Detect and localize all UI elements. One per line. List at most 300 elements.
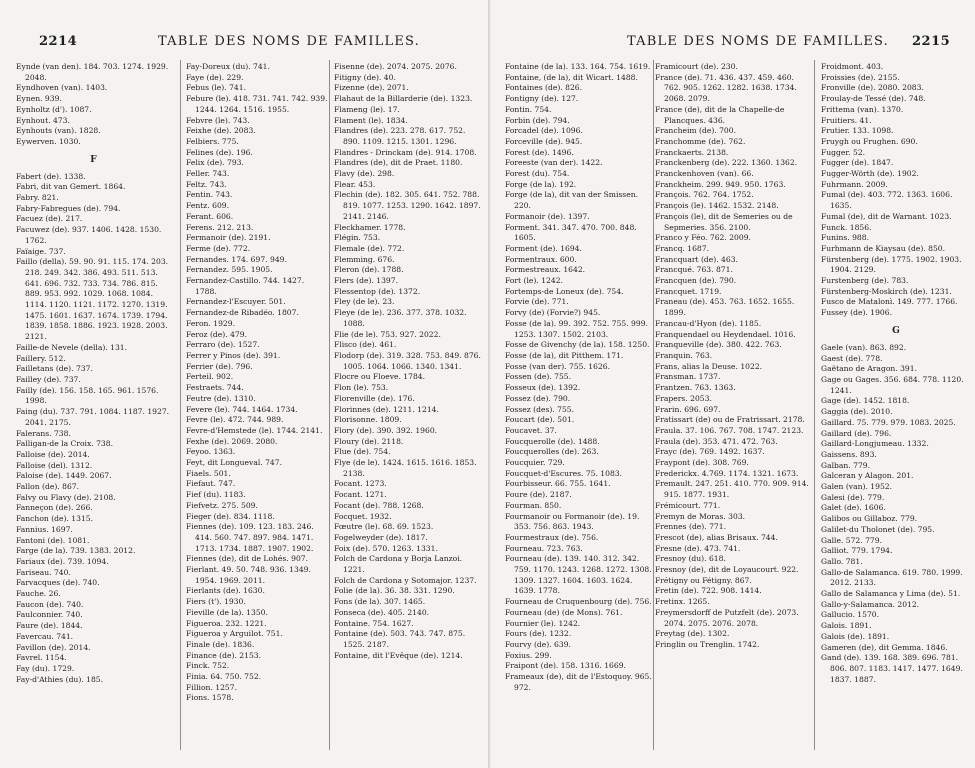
index-entry: Flégin. 753. — [334, 233, 381, 243]
index-entry: Fitigny (de). 40. — [334, 72, 396, 82]
index-entry: Forest (du). 754. — [505, 169, 570, 179]
index-entry: Ferens. 212. 213. — [186, 222, 254, 232]
index-entry: Forge (de la). 192. — [505, 179, 577, 189]
index-entry: Fremault. 247. 251. 410. 770. 909. 914. 915. 1877. 1931. — [655, 479, 809, 500]
index-entry: Froissies (de). 2155. — [821, 72, 900, 82]
index-entry: Focant. 1273. — [334, 479, 387, 489]
index-entry: Fosse (van der). 755. 1626. — [505, 361, 611, 371]
index-entry: Fanneçon (de). 266. — [16, 503, 93, 513]
index-entry: Flemale (de). 772. — [334, 243, 405, 253]
index-entry: Frans, alias la Deuse. 1022. — [655, 361, 763, 371]
index-entry: Frayc (de). 769. 1492. 1637. — [655, 447, 765, 457]
index-entry: François (le), dit de Semeries ou de Sepmeries. 356. 2100. — [655, 211, 793, 232]
index-entry: Frederickx. 4.769. 1174. 1321. 1673. — [655, 468, 799, 478]
index-entry: Fraipont (de). 158. 1316. 1669. — [505, 661, 626, 671]
index-entry: Frescot (de), alias Brisaux. 744. — [655, 532, 778, 542]
index-entry: Franqueville (de). 380. 422. 763. — [655, 340, 782, 350]
index-entry: Fermanoir (de). 2191. — [186, 233, 271, 243]
index-entry: Faulconnier. 740. — [16, 610, 83, 620]
index-entry: Flandres - Drinckam (de). 914. 1708. — [334, 147, 477, 157]
index-entry: Fiennes (de). 109. 123. 183. 246. 414. 560. 747. 897. 984. 1471. 1713. 1734. 1887. 1907. 1902. — [186, 522, 314, 553]
index-entry: Forvy (de) (Forvie?) 945. — [505, 308, 601, 318]
index-entry: Franquendael ou Heydendael. 1016. — [655, 329, 796, 339]
index-entry: Faïaige. 737. — [16, 246, 66, 256]
index-entry: Fourvy (de). 639. — [505, 639, 571, 649]
index-entry: Fort (le). 1242. — [505, 276, 563, 286]
index-entry: Fretinx. 1265. — [655, 597, 710, 607]
index-entry: Felbiers. 775. — [186, 136, 239, 146]
index-entry: Flemming. 676. — [334, 254, 395, 264]
index-entry: Fiefaut. 747. — [186, 479, 236, 489]
index-entry: Fierlant. 49. 50. 748. 936. 1349. 1954. 1969. 2011. — [186, 565, 311, 585]
index-entry: Fransman. 1737. — [655, 372, 721, 382]
index-entry: Galban. 779. — [821, 460, 871, 470]
index-entry: Frarin. 696. 697. — [655, 404, 721, 414]
index-entry: Fernandez-l'Escuyer. 501. — [186, 297, 286, 307]
index-entry: Fernandes. 174. 697. 949. — [186, 254, 287, 264]
index-entry: Forment. 341. 347. 470. 700. 848. 1605. — [505, 222, 637, 243]
index-entry: Faure (de). 1844. — [16, 621, 83, 631]
index-entry: Ferrier (de). 796. — [186, 361, 253, 371]
index-entry: Feyt, dit Longueval. 747. — [186, 458, 283, 468]
index-entry: Fiennes (de), dit de Lohés. 907. — [186, 554, 309, 564]
index-entry: Gaillard. 75. 779. 979. 1083. 2025. — [821, 417, 956, 427]
index-entry: Finance (de). 2153. — [186, 650, 262, 660]
index-entry: Fosse (de la), dit Pitthem. 171. — [505, 350, 624, 360]
index-entry: Foucquerolle (de). 1488. — [505, 436, 600, 446]
index-entry: Eynholtz (d'). 1087. — [16, 104, 92, 114]
index-entry: Frutier. 133. 1098. — [821, 126, 894, 136]
index-entry: Gallo. 781. — [821, 556, 863, 566]
index-entry: Eynhouts (van). 1828. — [16, 126, 101, 136]
index-column-3 — [334, 62, 482, 661]
page-title: TABLE DES NOMS DE FAMILLES. — [627, 34, 889, 49]
index-entry: Feixhe (de). 2083. — [186, 126, 256, 136]
index-entry: Froidmont. 403. — [821, 62, 884, 71]
index-entry: Favrel. 1154. — [16, 653, 67, 663]
index-entry: Flandres (de). 223. 278. 617. 752. 890. 1109. 1215. 1301. 1296. — [334, 126, 466, 146]
index-entry: Faing (du). 737. 791. 1084. 1187. 1927. 2041. 2175. — [16, 407, 170, 427]
index-entry: Fumal (de). 403. 772. 1363. 1606. 1635. — [821, 190, 953, 211]
index-entry: Falloise (de). 2014. — [16, 449, 90, 459]
index-entry: Flodorp (de). 319. 328. 753. 849. 876. 1005. 1064. 1066. 1340. 1341. — [334, 350, 481, 371]
index-entry: Framicourt (de). 230. — [655, 62, 738, 71]
index-entry: Furstenberg (de). 783. — [821, 276, 909, 286]
index-entry: Frétigny ou Fétigny. 867. — [655, 575, 752, 585]
index-entry: Franckheim. 299. 949. 950. 1763. — [655, 179, 786, 189]
index-entry: Forvie (de). 771. — [505, 297, 569, 307]
index-entry: Febvre (le). 743. — [186, 115, 250, 125]
index-entry: Francau-d'Hyon (de). 1185. — [655, 318, 762, 328]
index-entry: Fretin (de). 722. 908. 1414. — [655, 586, 762, 596]
index-entry: Flie (de le). 753. 927. 2022. — [334, 329, 441, 339]
index-entry: Folch de Cardona y Sotomajor. 1237. — [334, 575, 477, 585]
index-entry: Foucavet. 37. — [505, 425, 557, 435]
index-entry: Fugger-Wörth (de). 1902. — [821, 169, 919, 179]
index-entry: Franchomme (de). 762. — [655, 136, 746, 146]
index-entry: François (le). 1462. 1532. 2148. — [655, 201, 779, 211]
index-entry: Flear. 453. — [334, 179, 376, 189]
right-page — [491, 0, 975, 768]
index-entry: Fiefvetz. 275. 509. — [186, 500, 258, 510]
index-entry: Francquen (de). 790. — [655, 276, 737, 286]
index-entry: Froulay-de Tessé (de). 748. — [821, 94, 926, 104]
column-divider — [329, 60, 330, 750]
index-entry: Gallo-y-Salamanca. 2012. — [821, 599, 920, 609]
index-column-4 — [505, 62, 655, 693]
index-entry: Fruitiers. 41. — [821, 115, 872, 125]
index-entry: Francquart (de). 463. — [655, 254, 738, 264]
index-entry: Fauche. 26. — [16, 589, 61, 599]
index-entry: Fontaine, dit l'Evêque (de). 1214. — [334, 650, 463, 660]
index-entry: Faillery. 512. — [16, 353, 66, 363]
index-entry: Fariaux (de). 739. 1094. — [16, 556, 109, 566]
index-entry: Gallo de Salamanca y Lima (de). 51. — [821, 589, 961, 599]
index-entry: Flue (de). 754. — [334, 447, 391, 457]
index-entry: Finale (de). 1836. — [186, 639, 255, 649]
index-entry: Gameren (de), dit Gemma. 1846. — [821, 642, 948, 652]
index-entry: François. 762. 764. 1752. — [655, 190, 754, 200]
index-entry: Frittema (van). 1370. — [821, 104, 904, 114]
index-entry: Fourman. 850. — [505, 500, 562, 510]
index-entry: Franckenhoven (van). 66. — [655, 169, 754, 179]
index-entry: Fieville (de la). 1350. — [186, 607, 268, 617]
index-entry: Freymersdorff de Putzfelt (de). 2073. 2074. 2075. 2076. 2078. — [655, 607, 799, 628]
index-entry: Finck. 752. — [186, 661, 230, 671]
index-entry: Fossez (des). 755. — [505, 404, 575, 414]
index-entry: Fillion. 1257. — [186, 682, 238, 692]
index-entry: Flahaut de la Billarderie (de). 1323. — [334, 94, 473, 104]
index-entry: Fosseux (de). 1392. — [505, 383, 581, 393]
index-entry: Formentraux. 600. — [505, 254, 577, 264]
index-entry: Fürstenberg (de). 1775. 1902. 1903. 1904. 2129. — [821, 254, 962, 275]
index-entry: Forceville (de). 945. — [505, 136, 583, 146]
index-entry: Fontin. 754. — [505, 104, 552, 114]
index-entry: Figueroa. 232. 1221. — [186, 618, 267, 628]
index-entry: Eywerven. 1030. — [16, 136, 81, 146]
section-letter: F — [90, 154, 97, 165]
index-entry: Faye (de). 229. — [186, 72, 244, 82]
index-entry: Fevre (le). 472. 744. 989. — [186, 415, 284, 425]
index-entry: Francqué. 763. 871. — [655, 265, 733, 275]
index-entry: Fizenne (de). 2071. — [334, 83, 409, 93]
index-entry: Galceran y Alagon. 201. — [821, 471, 914, 481]
index-entry: Fisenne (de). 2074. 2075. 2076. — [334, 62, 457, 71]
index-entry: Fortemps-de Loneux (de). 754. — [505, 286, 624, 296]
index-entry: Gaest (de). 778. — [821, 353, 883, 363]
index-entry: Ferraro (de). 1527. — [186, 340, 260, 350]
index-entry: Fevre-d'Hemstede (le). 1744. 2141. — [186, 425, 323, 435]
index-entry: Flessentop (de). 1372. — [334, 286, 421, 296]
index-entry: Felines (de). 196. — [186, 147, 253, 157]
index-entry: Fremyn de Moras. 303. — [655, 511, 746, 521]
index-entry: Fanchon (de). 1315. — [16, 514, 94, 524]
index-entry: Fley (de le). 23. — [334, 297, 395, 307]
page-title: TABLE DES NOMS DE FAMILLES. — [158, 34, 420, 49]
index-entry: Galen (van). 1952. — [821, 482, 893, 492]
index-entry: Febus (le). 741. — [186, 83, 246, 93]
index-entry: Folie (de la). 36. 38. 331. 1290. — [334, 586, 455, 596]
index-entry: Ferme (de). 772. — [186, 243, 251, 253]
index-entry: Gaele (van). 863. 892. — [821, 342, 907, 352]
index-entry: Floury (de). 2118. — [334, 436, 404, 446]
index-entry: Fay-d'Athies (du). 185. — [16, 674, 104, 684]
index-entry: Gand (de). 139. 168. 389. 696. 781. 806. 807. 1183. 1417. 1477. 1649. 1837. 1887. — [821, 653, 963, 684]
index-entry: Fernandez-Castillo. 744. 1427. 1788. — [186, 276, 305, 296]
index-entry: France (de), dit de la Chapelle-de Plancques. 436. — [655, 104, 785, 125]
index-entry: Fieger (de). 834. 1118. — [186, 511, 275, 521]
index-entry: Fusco de Matalonì. 149. 777. 1766. — [821, 297, 958, 307]
index-entry: Flory (de). 390. 392. 1960. — [334, 425, 438, 435]
index-entry: Frapers. 2053. — [655, 393, 712, 403]
index-entry: Fourneau. 723. 763. — [505, 543, 583, 553]
index-entry: Fontaine, (de la), dit Wicart. 1488. — [505, 72, 638, 82]
index-entry: Fleron (de). 1788. — [334, 265, 404, 275]
index-entry: Gaggia (de). 2010. — [821, 407, 893, 417]
index-entry: Galle. 572. 779. — [821, 535, 883, 545]
index-entry: Gage ou Gages. 356. 684. 778. 1120. 1241. — [821, 374, 964, 395]
index-entry: Faucon (de). 740. — [16, 599, 84, 609]
index-entry: Farge (de la). 739. 1383. 2012. — [16, 546, 136, 556]
index-entry: Forge (de la), dit van der Smissen. 220. — [505, 190, 639, 211]
index-entry: Fraypont (de). 308. 769. — [655, 458, 749, 468]
index-entry: Feyoo. 1363. — [186, 447, 236, 457]
index-entry: Gage (de). 1452. 1818. — [821, 396, 910, 406]
index-entry: Fronville (de). 2080. 2083. — [821, 83, 924, 93]
index-entry: Failly (de). 156. 158. 165. 961. 1576. 1998. — [16, 385, 159, 406]
index-entry: Fourmanoir ou Formanoir (de). 19. 353. 756. 863. 1943. — [505, 511, 640, 532]
index-entry: Figueroa y Arguilot. 751. — [186, 629, 283, 639]
index-entry: Fraula. 37. 106. 767. 708. 1747. 2123. — [655, 425, 804, 435]
index-entry: Franquin. 763. — [655, 350, 713, 360]
page-number: 2214 — [39, 34, 78, 49]
index-entry: Fontaine (de la). 133. 164. 754. 1619. — [505, 62, 651, 71]
index-entry: Formanoir (de). 1397. — [505, 211, 590, 221]
index-entry: Fabry-Fabregues (de). 794. — [16, 203, 121, 213]
index-entry: Fugger. 52. — [821, 147, 866, 157]
index-entry: Flisco (de). 461. — [334, 340, 397, 350]
index-entry: Flechin (de). 182. 305. 641. 752. 788. 819. 1077. 1253. 1290. 1642. 1897. 2141. 2146. — [334, 190, 481, 221]
index-entry: Fugger (de). 1847. — [821, 158, 894, 168]
index-entry: Fourmestraux (de). 756. — [505, 532, 599, 542]
index-column-1 — [16, 62, 171, 685]
index-entry: Fernandez. 595. 1905. — [186, 265, 273, 275]
index-entry: Fossez (de). 790. — [505, 393, 571, 403]
index-entry: Forbin (de). 794. — [505, 115, 570, 125]
index-entry: Frantzen. 763. 1363. — [655, 383, 736, 393]
index-entry: Funins. 988. — [821, 233, 870, 243]
index-entry: Finia. 64. 750. 752. — [186, 672, 262, 682]
index-entry: Forment (de). 1694. — [505, 243, 582, 253]
index-entry: Fournier (le). 1242. — [505, 618, 581, 628]
index-entry: Fürstenberg-Moskirch (de). 1231. — [821, 286, 952, 296]
index-entry: Foreeste (van der). 1422. — [505, 158, 603, 168]
index-entry: Fabry. 821. — [16, 193, 59, 203]
index-entry: Frameaux (de), dit de l'Estoquoy. 965. 972. — [505, 672, 652, 692]
index-entry: Fraula (de). 353. 471. 472. 763. — [655, 436, 778, 446]
index-entry: Fuhrmann. 2009. — [821, 179, 888, 189]
section-letter: G — [892, 325, 900, 336]
column-divider — [653, 60, 654, 750]
index-entry: Fiaels. 501. — [186, 468, 231, 478]
index-entry: Galesi (de). 779. — [821, 492, 885, 502]
index-entry: Fallon (de). 867. — [16, 482, 80, 492]
index-entry: Fiers (t'). 1930. — [186, 597, 246, 607]
index-entry: Flon (le). 753. — [334, 383, 389, 393]
index-entry: Gaillard-Longjumeau. 1332. — [821, 439, 929, 449]
index-entry: Ferrer y Pinos (de). 391. — [186, 350, 281, 360]
index-entry: Fevere (le). 744. 1464. 1734. — [186, 404, 298, 414]
index-entry: Fosse de Givenchy (de la). 158. 1250. — [505, 340, 650, 350]
index-entry: Failley (de). 737. — [16, 374, 81, 384]
index-entry: Faillo (della). 59. 90. 91. 115. 174. 203. 218. 249. 342. 386. 493. 511. 513. 641. 696. 732. 733. 734. 786. 815. 889. 953. 992. 1029. 1068. 1084. 1114. 1120. 1121. 1172. 1270. 1319. 1475. 1601. 1637. 1674. 1739. 1794. 1839. 1858. 1886. 1923. 1928. 2003. 2121. — [16, 257, 169, 342]
index-entry: Faille-de Nevele (della). 131. — [16, 342, 128, 352]
column-divider — [814, 60, 815, 750]
index-entry: Fleye (de le). 236. 377. 378. 1032. 1088. — [334, 308, 467, 328]
index-entry: Franco y Féo. 762. 2009. — [655, 233, 751, 243]
index-entry: Florinnes (de). 1211. 1214. — [334, 404, 439, 414]
index-entry: Foucquier. 729. — [505, 458, 565, 468]
index-entry: Francquet. 1719. — [655, 286, 722, 296]
index-entry: Fruygh ou Frughen. 690. — [821, 136, 918, 146]
index-entry: Flocre ou Floeve. 1784. — [334, 372, 426, 382]
index-column-6 — [821, 62, 971, 685]
index-entry: Fourneau (de). 139. 140. 312. 342. 759. 1170. 1243. 1268. 1272. 1308. 1309. 1327. 1604. 1603. 1624. 1639. 1778. — [505, 554, 652, 596]
index-entry: Facuez (de). 217. — [16, 214, 83, 224]
index-entry: Fumal (de), dit de Warnant. 1023. — [821, 211, 952, 221]
index-entry: Furhmann de Kiaysau (de). 850. — [821, 243, 946, 253]
index-entry: Fossen (de). 755. — [505, 372, 572, 382]
index-entry: Foure (de). 2187. — [505, 490, 572, 500]
index-entry: Francq. 1687. — [655, 243, 709, 253]
index-entry: Favillon (de). 2014. — [16, 642, 91, 652]
index-entry: Florenville (de). 176. — [334, 393, 415, 403]
index-entry: Feroz (de). 479. — [186, 329, 247, 339]
index-entry: Fourneau (de) (de Mons). 761. — [505, 607, 623, 617]
index-entry: Feller. 743. — [186, 169, 230, 179]
index-entry: Galois (de). 1891. — [821, 631, 890, 641]
index-entry: Focant (de). 788. 1268. — [334, 500, 424, 510]
index-entry: Focquet. 1932. — [334, 511, 392, 521]
index-entry: Festraets. 744. — [186, 383, 244, 393]
index-entry: Eynde (van den). 184. 703. 1274. 1929. 2048. — [16, 62, 169, 82]
index-entry: Fratissart (de) ou de Fratrissart. 2178. — [655, 415, 805, 425]
index-entry: Gaissens. 893. — [821, 449, 877, 459]
index-entry: Flament (le). 1834. — [334, 115, 408, 125]
index-entry: Fleckhamer. 1778. — [334, 222, 406, 232]
index-entry: Fief (du). 1183. — [186, 490, 246, 500]
index-entry: Fours (de). 1232. — [505, 629, 572, 639]
index-entry: Falvy ou Flavy (de). 2108. — [16, 492, 116, 502]
index-entry: Fentz. 609. — [186, 201, 230, 211]
index-entry: Felix (de). 793. — [186, 158, 244, 168]
index-entry: Florisonne. 1809. — [334, 415, 402, 425]
index-entry: Fourbisseur. 66. 755. 1641. — [505, 479, 611, 489]
index-entry: Fexhe (de). 2069. 2080. — [186, 436, 278, 446]
index-entry: Ferteil. 902. — [186, 372, 234, 382]
index-entry: Foxius. 299. — [505, 650, 552, 660]
index-entry: Fay-Doreux (du). 741. — [186, 62, 270, 71]
index-entry: Failletans (de). 737. — [16, 364, 93, 374]
index-entry: Flavy (de). 298. — [334, 169, 395, 179]
index-entry: Fay (du). 1729. — [16, 663, 75, 673]
index-entry: Fonseca (de). 405. 2140. — [334, 607, 430, 617]
index-entry: Galilet-du Tholonet (de). 795. — [821, 524, 935, 534]
index-entry: Fentin. 743. — [186, 190, 233, 200]
index-entry: Francheim (de). 700. — [655, 126, 737, 136]
index-entry: Falloise (del). 1312. — [16, 460, 93, 470]
index-entry: Galois. 1891. — [821, 621, 872, 631]
index-entry: Franckenberg (de). 222. 1360. 1362. — [655, 158, 798, 168]
index-entry: Fresne (de). 473. 741. — [655, 543, 741, 553]
index-entry: Fabri, dit van Gemert. 1864. — [16, 182, 126, 192]
index-entry: Gallucio. 1570. — [821, 610, 880, 620]
index-entry: Eyndhoven (van). 1403. — [16, 83, 108, 93]
index-column-2 — [186, 62, 328, 704]
index-entry: Gallo-de Salamanca. 619. 780. 1999. 2012. 2133. — [821, 567, 963, 588]
index-entry: Fœutre (le). 68. 69. 1523. — [334, 522, 434, 532]
index-entry: Farvacques (de). 740. — [16, 578, 100, 588]
index-entry: Feron. 1929. — [186, 318, 236, 328]
index-entry: Ferant. 606. — [186, 211, 234, 221]
index-entry: Funck. 1856. — [821, 222, 872, 232]
index-entry: Fontaines (de). 826. — [505, 83, 583, 93]
index-column-5 — [655, 62, 811, 651]
index-entry: Eynhout. 473. — [16, 115, 70, 125]
index-entry: Fannius. 1697. — [16, 524, 73, 534]
index-entry: Feltz. 743. — [186, 179, 227, 189]
index-entry: France (de). 71. 436. 437. 459. 460. 762. 905. 1262. 1282. 1638. 1734. 2068. 2079. — [655, 72, 797, 104]
index-entry: Fosse (de la). 99. 392. 752. 755. 999. 1253. 1307. 1502. 2103. — [505, 318, 648, 339]
index-entry: Febure (le). 418. 731. 741. 742. 939. 1244. 1264. 1516. 1955. — [186, 94, 328, 114]
index-entry: Fontaine. 754. 1627. — [334, 618, 414, 628]
index-entry: Frémicourt. 771. — [655, 500, 721, 510]
index-entry: Eynen. 939. — [16, 94, 62, 104]
index-entry: Gaillard (de). 796. — [821, 428, 892, 438]
index-entry: Fogelweyder (de). 1817. — [334, 532, 428, 542]
index-entry: Fontaine (de). 503. 743. 747. 875. 1525. 2187. — [334, 629, 466, 649]
index-entry: Flye (de le). 1424. 1615. 1616. 1853. 2138. — [334, 458, 477, 478]
index-entry: Fontigny (de). 127. — [505, 94, 579, 104]
index-entry: Fons (de la). 307. 1465. — [334, 597, 426, 607]
index-entry: Frennes (de). 771. — [655, 522, 726, 532]
index-entry: Falligan-de la Croix. 738. — [16, 439, 114, 449]
index-entry: Fions. 1578. — [186, 693, 234, 703]
index-entry: Flameng (le). 17. — [334, 104, 400, 114]
index-entry: Fresnoy (du). 618. — [655, 554, 726, 564]
index-entry: Foix (de). 570. 1263. 1331. — [334, 543, 438, 553]
index-entry: Flers (de). 1397. — [334, 276, 398, 286]
index-entry: Fussey (de). 1906. — [821, 308, 892, 318]
index-entry: Foucquet-d'Escures. 75. 1083. — [505, 468, 623, 478]
index-entry: Forest (de). 1496. — [505, 147, 574, 157]
index-entry: Foucquerolles (de). 263. — [505, 447, 599, 457]
index-entry: Galet (de). 1606. — [821, 503, 886, 513]
index-entry: Gaëtano de Aragon. 391. — [821, 364, 918, 374]
index-entry: Fresnoy (de), dit de Loyaucourt. 922. — [655, 565, 799, 575]
index-entry: Formestreaux. 1642. — [505, 265, 586, 275]
index-entry: Focant. 1271. — [334, 490, 387, 500]
index-entry: Franeau (de). 453. 763. 1652. 1655. 1899. — [655, 297, 795, 318]
index-entry: Faloise (de). 1449. 2067. — [16, 471, 112, 481]
index-entry: Fringlin ou Trenglin. 1742. — [655, 639, 760, 649]
index-entry: Fantoni (de). 1081. — [16, 535, 90, 545]
index-entry: Fabert (de). 1338. — [16, 171, 86, 181]
index-entry: Fierlants (de). 1630. — [186, 586, 265, 596]
page-number: 2215 — [912, 34, 951, 49]
index-entry: Favercau. 741. — [16, 631, 74, 641]
index-entry: Flandres (de), dit de Praet. 1180. — [334, 158, 463, 168]
